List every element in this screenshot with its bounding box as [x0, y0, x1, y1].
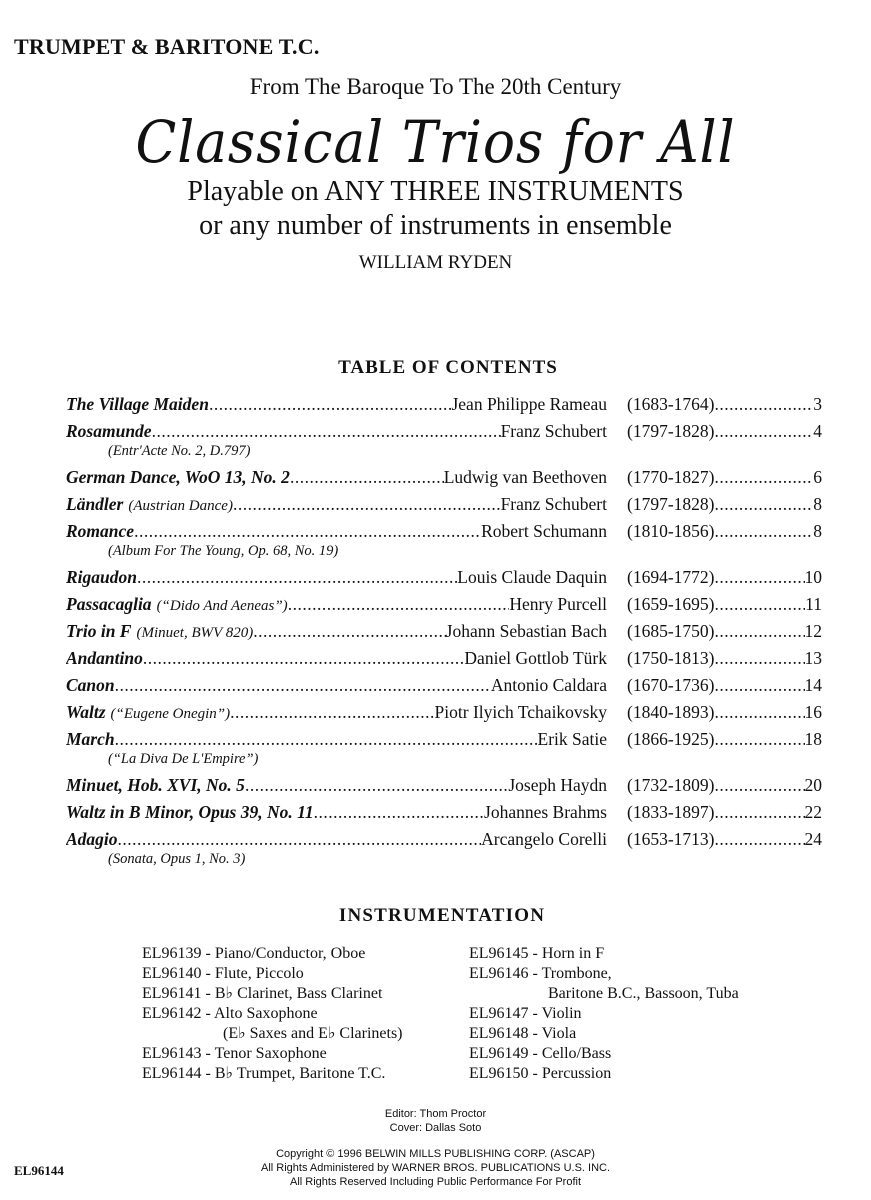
- instrument-item: EL96145 - Horn in F: [469, 945, 605, 962]
- instrument-item: EL96146 - Trombone,: [469, 965, 612, 982]
- toc-composer: Louis Claude Daquin: [457, 567, 607, 587]
- leader-dots: [209, 394, 452, 415]
- toc-page: 13: [804, 648, 822, 668]
- playable-line: Playable on ANY THREE INSTRUMENTS: [187, 176, 684, 207]
- toc-dates: (1694-1772): [627, 567, 715, 587]
- toc-title: Ländler: [66, 494, 124, 514]
- toc-entry: [66, 775, 826, 801]
- instrument-item: EL96150 - Percussion: [469, 1065, 612, 1082]
- toc-dates: (1840-1893): [627, 702, 715, 722]
- toc-dates: (1732-1809): [627, 775, 715, 795]
- toc-composer: Daniel Gottlob Türk: [464, 648, 607, 668]
- toc-title: Rigaudon: [66, 567, 137, 587]
- toc-dates: (1683-1764): [627, 394, 715, 414]
- instrument-item-note: (E♭ Saxes and E♭ Clarinets): [223, 1025, 403, 1042]
- editor-credit: Editor: Thom Proctor: [384, 1108, 487, 1120]
- toc-title: March: [66, 729, 115, 749]
- leader-dots: [314, 802, 484, 823]
- toc-dates: (1685-1750): [627, 621, 715, 641]
- instrument-item: EL96139 - Piano/Conductor, Oboe: [142, 945, 366, 962]
- instrumentation-right-column: [469, 944, 739, 1084]
- toc-title: Passacaglia: [66, 594, 152, 614]
- toc-subtitle-inline: (Minuet, BWV 820): [136, 625, 254, 641]
- leader-dots: [714, 675, 804, 696]
- toc-page: 18: [804, 729, 822, 749]
- instrument-item: EL96147 - Violin: [469, 1005, 582, 1022]
- toc-entry: [66, 521, 826, 559]
- toc-page: 8: [813, 494, 822, 514]
- toc-entry: [66, 729, 826, 767]
- toc-composer: Henry Purcell: [509, 594, 607, 614]
- toc-entry: [66, 829, 826, 867]
- toc-subtitle-inline: (Austrian Dance): [128, 498, 233, 514]
- toc-title: Waltz: [66, 702, 106, 722]
- leader-dots: [714, 421, 813, 442]
- leader-dots: [714, 594, 805, 615]
- leader-dots: [714, 521, 813, 542]
- toc-subtitle: (“La Diva De L'Empire”): [108, 751, 259, 767]
- toc-page: 12: [804, 621, 822, 641]
- subtitle: From The Baroque To The 20th Century: [249, 74, 622, 99]
- toc-dates: (1797-1828): [627, 421, 715, 441]
- toc-page: 11: [805, 594, 822, 614]
- leader-dots: [714, 775, 804, 796]
- toc-entry: [66, 648, 826, 674]
- leader-dots: [143, 648, 465, 669]
- rights-administered-line: All Rights Administered by WARNER BROS. PUBLICATIONS U.S. INC.: [260, 1162, 611, 1174]
- toc-title: Rosamunde: [66, 421, 152, 441]
- instrument-item: EL96142 - Alto Saxophone: [142, 1005, 318, 1022]
- toc-page: 3: [813, 394, 822, 414]
- leader-dots: [714, 467, 813, 488]
- toc-dates: (1750-1813): [627, 648, 715, 668]
- toc-subtitle-inline: (“Eugene Onegin”): [110, 706, 231, 722]
- toc-dates: (1659-1695): [627, 594, 715, 614]
- toc-entry: [66, 621, 826, 647]
- toc-composer: Erik Satie: [537, 729, 607, 749]
- toc-title: Romance: [66, 521, 135, 541]
- rights-reserved-line: All Rights Reserved Including Public Performance For Profit: [289, 1176, 581, 1188]
- toc-entry: [66, 421, 826, 459]
- leader-dots: [137, 567, 457, 588]
- instrumentation-left-column: [142, 944, 403, 1084]
- toc-subtitle: (Sonata, Opus 1, No. 3): [108, 851, 246, 867]
- toc-entry: [66, 594, 826, 620]
- toc-composer: Franz Schubert: [500, 421, 607, 441]
- toc-entry: [66, 702, 826, 728]
- toc-title: Andantino: [66, 648, 143, 668]
- toc-page: 20: [804, 775, 822, 795]
- leader-dots: [714, 567, 804, 588]
- instrument-item: EL96149 - Cello/Bass: [469, 1045, 612, 1062]
- leader-dots: [714, 802, 804, 823]
- leader-dots: [714, 621, 804, 642]
- leader-dots: [714, 394, 813, 415]
- toc-composer: Johannes Brahms: [484, 802, 607, 822]
- ensemble-line: or any number of instruments in ensemble: [199, 210, 672, 241]
- toc-title: German Dance, WoO 13, No. 2: [66, 467, 290, 487]
- leader-dots: [134, 521, 481, 542]
- leader-dots: [714, 729, 804, 750]
- leader-dots: [714, 829, 804, 850]
- leader-dots: [245, 775, 508, 796]
- toc-dates: (1670-1736): [627, 675, 715, 695]
- copyright-line: Copyright © 1996 BELWIN MILLS PUBLISHING CORP. (ASCAP): [276, 1148, 595, 1160]
- toc-entry: [66, 802, 826, 828]
- toc-title: Trio in F: [66, 621, 132, 641]
- toc-composer: Arcangelo Corelli: [481, 829, 607, 849]
- toc-title: Canon: [66, 675, 115, 695]
- toc-title: Waltz in B Minor, Opus 39, No. 11: [66, 802, 314, 822]
- leader-dots: [253, 621, 445, 642]
- toc-page: 6: [813, 467, 822, 487]
- leader-dots: [118, 829, 482, 850]
- toc-composer: Johann Sebastian Bach: [445, 621, 607, 641]
- leader-dots: [288, 594, 510, 615]
- toc-dates: (1770-1827): [627, 467, 715, 487]
- toc-dates: (1810-1856): [627, 521, 715, 541]
- instrumentation-heading: INSTRUMENTATION: [338, 905, 546, 926]
- toc-composer: Franz Schubert: [500, 494, 607, 514]
- toc-entry: [66, 394, 826, 420]
- toc-composer: Jean Philippe Rameau: [451, 394, 607, 414]
- leader-dots: [714, 494, 813, 515]
- leader-dots: [152, 421, 501, 442]
- toc-page: 8: [813, 521, 822, 541]
- toc-entry: [66, 494, 826, 520]
- toc-composer: Joseph Haydn: [508, 775, 607, 795]
- part-label: TRUMPET & BARITONE T.C.: [14, 34, 320, 59]
- leader-dots: [230, 702, 434, 723]
- toc-dates: (1866-1925): [627, 729, 715, 749]
- toc-entry: [66, 467, 826, 493]
- leader-dots: [714, 648, 804, 669]
- toc-page: 4: [813, 421, 822, 441]
- author-name: WILLIAM RYDEN: [358, 252, 513, 273]
- leader-dots: [233, 494, 501, 515]
- cover-credit: Cover: Dallas Soto: [389, 1122, 482, 1134]
- toc-page: 24: [804, 829, 822, 849]
- leader-dots: [290, 467, 444, 488]
- toc-title: The Village Maiden: [66, 394, 209, 414]
- toc-composer: Antonio Caldara: [490, 675, 607, 695]
- toc-subtitle: (Album For The Young, Op. 68, No. 19): [108, 543, 339, 559]
- instrument-item: EL96148 - Viola: [469, 1025, 577, 1042]
- toc-composer: Ludwig van Beethoven: [443, 467, 607, 487]
- instrument-item: EL96140 - Flute, Piccolo: [142, 965, 304, 982]
- leader-dots: [714, 702, 804, 723]
- leader-dots: [115, 729, 538, 750]
- instrument-item: EL96141 - B♭ Clarinet, Bass Clarinet: [142, 985, 383, 1002]
- toc-dates: (1653-1713): [627, 829, 715, 849]
- toc-page: 14: [804, 675, 822, 695]
- toc-title: Adagio: [66, 829, 118, 849]
- toc-page: 10: [804, 567, 822, 587]
- script-title: Classical Trios for All: [135, 108, 736, 176]
- toc-subtitle: (Entr'Acte No. 2, D.797): [108, 443, 251, 459]
- instrument-item: EL96143 - Tenor Saxophone: [142, 1045, 327, 1062]
- toc-heading: TABLE OF CONTENTS: [338, 357, 558, 378]
- instrument-item: EL96144 - B♭ Trumpet, Baritone T.C.: [142, 1065, 386, 1082]
- toc-composer: Piotr Ilyich Tchaikovsky: [434, 702, 607, 722]
- toc-entry: [66, 567, 826, 593]
- instrument-item-note: Baritone B.C., Bassoon, Tuba: [548, 985, 739, 1002]
- toc-dates: (1833-1897): [627, 802, 715, 822]
- toc-title: Minuet, Hob. XVI, No. 5: [66, 775, 245, 795]
- toc-composer: Robert Schumann: [481, 521, 607, 541]
- leader-dots: [115, 675, 491, 696]
- toc-entry: [66, 675, 826, 701]
- toc-page: 16: [804, 702, 822, 722]
- toc-dates: (1797-1828): [627, 494, 715, 514]
- toc-page: 22: [804, 802, 822, 822]
- catalog-number: EL96144: [14, 1163, 64, 1178]
- toc-subtitle-inline: (“Dido And Aeneas”): [156, 598, 288, 614]
